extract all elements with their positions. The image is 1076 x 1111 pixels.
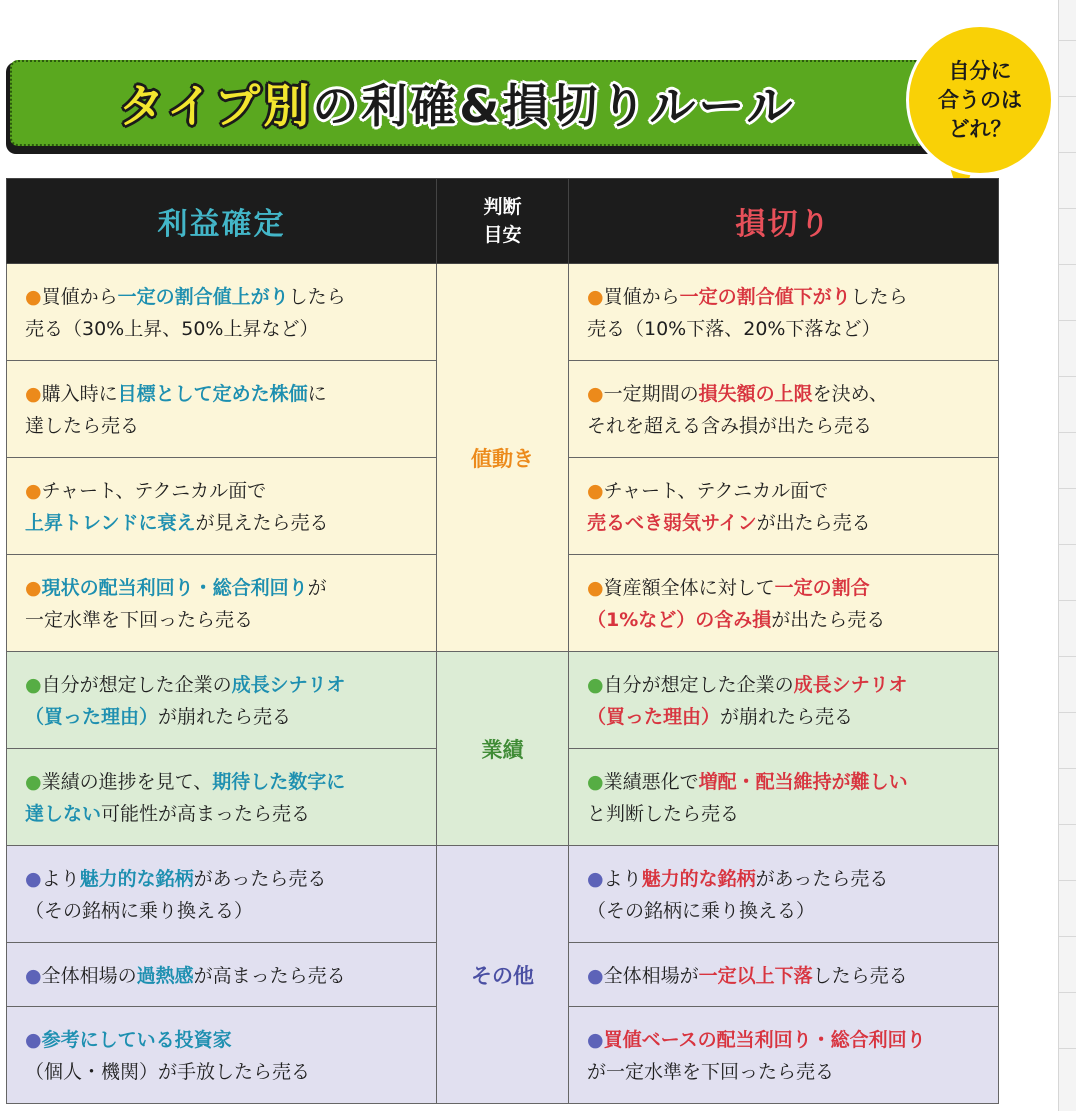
loss-cell: ●資産額全体に対して一定の割合 （1%など）の含み損が出たら売る [569,555,999,652]
category-other: その他 [437,846,569,1104]
header-profit: 利益確定 [7,179,437,264]
bubble-line-1: 自分に [948,58,1012,83]
loss-cell: ●買値ベースの配当利回り・総合利回り が一定水準を下回ったら売る [569,1007,999,1104]
loss-cell: ●自分が想定した企業の成長シナリオ （買った理由）が崩れたら売る [569,652,999,749]
table-row [7,264,999,361]
table-header-row [7,179,999,264]
bubble-line-2: 合うのは [938,87,1022,112]
bubble-line-3: どれ？ [948,116,1012,141]
profit-cell: ●自分が想定した企業の成長シナリオ （買った理由）が崩れたら売る [7,652,437,749]
loss-cell: ●より魅力的な銘柄があったら売る （その銘柄に乗り換える） [569,846,999,943]
profit-cell: ●買値から一定の割合値上がりしたら 売る（30%上昇、50%上昇など） [7,264,437,361]
header-criteria-line-2: 目安 [483,224,522,246]
header-criteria-line-1: 判断 [483,196,522,218]
profit-cell: ●チャート、テクニカル面で 上昇トレンドに衰えが見えたら売る [7,458,437,555]
title-highlight: タイプ別 [118,79,313,133]
speech-bubble [906,24,1054,176]
loss-cell: ●買値から一定の割合値下がりしたら 売る（10%下落、20%下落など） [569,264,999,361]
profit-cell: ●現状の配当利回り・総合利回りが 一定水準を下回ったら売る [7,555,437,652]
loss-cell: ●全体相場が一定以上下落したら売る [569,943,999,1007]
profit-cell: ●業績の進捗を見て、期待した数字に 達しない可能性が高まったら売る [7,749,437,846]
profit-cell: ●より魅力的な銘柄があったら売る （その銘柄に乗り換える） [7,846,437,943]
header-criteria [437,179,569,264]
profit-cell: ●全体相場の過熱感が高まったら売る [7,943,437,1007]
loss-cell: ●チャート、テクニカル面で 売るべき弱気サインが出たら売る [569,458,999,555]
category-price: 値動き [437,264,569,652]
profit-cell: ●購入時に目標として定めた株価に 達したら売る [7,361,437,458]
rules-table [6,178,999,1104]
title-banner [10,60,944,146]
loss-cell: ●一定期間の損失額の上限を決め、 それを超える含み損が出たら売る [569,361,999,458]
table-row [7,846,999,943]
page-title [119,70,836,136]
title-rest: の利確&損切りルール [312,79,796,133]
profit-cell: ●参考にしている投資家 （個人・機関）が手放したら売る [7,1007,437,1104]
header-loss: 損切り [569,179,999,264]
category-performance: 業績 [437,652,569,846]
loss-cell: ●業績悪化で増配・配当維持が難しい と判断したら売る [569,749,999,846]
table-row [7,652,999,749]
page-edge [1058,0,1076,1111]
